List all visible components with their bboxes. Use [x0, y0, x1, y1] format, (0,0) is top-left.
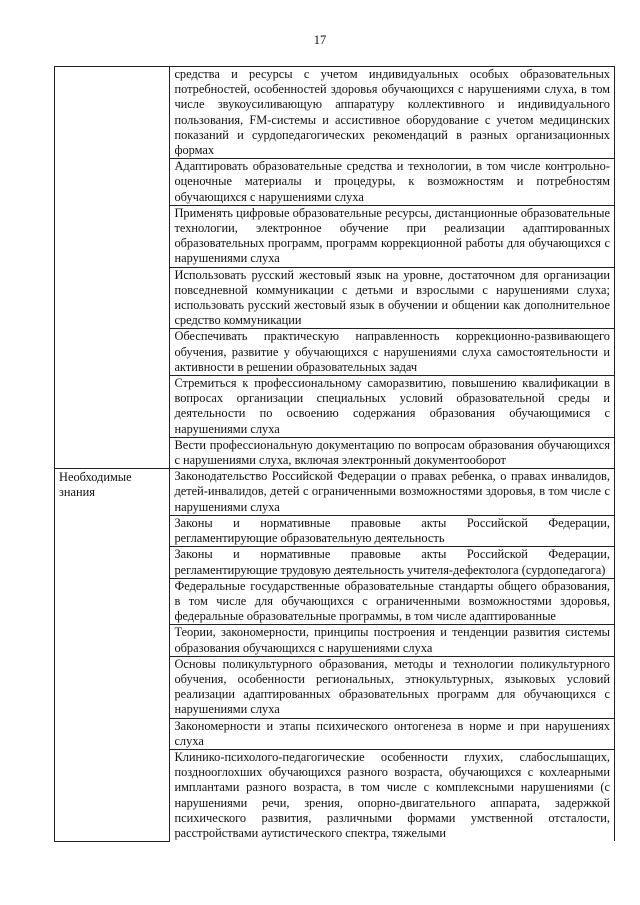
requirements-table	[54, 66, 615, 842]
skill-item: Применять цифровые образовательные ресурсы, дистанционные образовательные технологии, электронное обучение при реализации адаптированных образовательных программ, программ коррекционной работы для обучающихся с нарушениями слуха	[170, 205, 615, 267]
knowledge-item: Законы и нормативные правовые акты Российской Федерации, регламентирующие трудовую деятельность учителя-дефектолога (сурдопедагога)	[170, 547, 615, 578]
knowledge-item: Клинико-психолого-педагогические особенности глухих, слабослышащих, позднооглохших обучающихся разного возраста, обучающихся с кохлеарными имплантами разного возраста, в том числе с комплексными нарушениями (с нарушениями речи, зрения, опорно-двигательного аппарата, задержкой психического развития, различными формами умственной отсталости, расстройствами аутистического спектра, тяжелыми	[170, 749, 615, 841]
skill-item: Использовать русский жестовый язык на уровне, достаточном для организации повседневной коммуникации с детьми и взрослыми с нарушениями слуха; использовать русский жестовый язык в обучении и общении как дополнительное средство коммуникации	[170, 267, 615, 329]
skill-item: средства и ресурсы с учетом индивидуальных особых образовательных потребностей, особенностей здоровья обучающихся с нарушениями слуха, в том числе звукоусиливающую аппаратуру коллективного и индивидуального пользования, FM-системы и ассистивное оборудование с учетом медицинских показаний и сурдопедагогических рекомендаций в разных организационных формах	[170, 67, 615, 159]
section-label	[55, 67, 170, 469]
knowledge-item: Закономерности и этапы психического онтогенеза в норме и при нарушениях слуха	[170, 718, 615, 749]
table-row	[55, 469, 615, 516]
skill-item: Вести профессиональную документацию по вопросам образования обучающихся с нарушениями слуха, включая электронный документооборот	[170, 437, 615, 468]
knowledge-item: Основы поликультурного образования, методы и технологии поликультурного обучения, особенности региональных, этнокультурных, языковых условий реализации адаптированных образовательных программ для обучающихся с нарушениями слуха	[170, 656, 615, 718]
skill-item: Адаптировать образовательные средства и технологии, в том числе контрольно-оценочные материалы и процедуры, к возможностям и потребностям обучающихся с нарушениями слуха	[170, 159, 615, 206]
knowledge-item: Федеральные государственные образовательные стандарты общего образования, в том числе для обучающихся с ограниченными возможностями здоровья, федеральные образовательные программы, в том числе адаптированные	[170, 578, 615, 625]
section-label-knowledge: Необходимые знания	[55, 469, 170, 841]
page-number: 17	[313, 33, 327, 47]
table-row	[55, 67, 615, 159]
knowledge-item: Теории, закономерности, принципы построения и тенденции развития системы образования обучающихся с нарушениями слуха	[170, 625, 615, 656]
knowledge-item: Законодательство Российской Федерации о правах ребенка, о правах инвалидов, детей-инвалидов, детей с ограниченными возможностями здоровья, в том числе с нарушениями слуха	[170, 469, 615, 516]
skill-item: Обеспечивать практическую направленность коррекционно-развивающего обучения, развитие у обучающихся с нарушениями слуха самостоятельности и активности в решении образовательных задач	[170, 329, 615, 376]
skill-item: Стремиться к профессиональному саморазвитию, повышению квалификации в вопросах организации специальных условий образовательной среды и деятельности по освоению содержания образования обучающимися с нарушениями слуха	[170, 376, 615, 438]
knowledge-item: Законы и нормативные правовые акты Российской Федерации, регламентирующие образовательную деятельность	[170, 515, 615, 546]
